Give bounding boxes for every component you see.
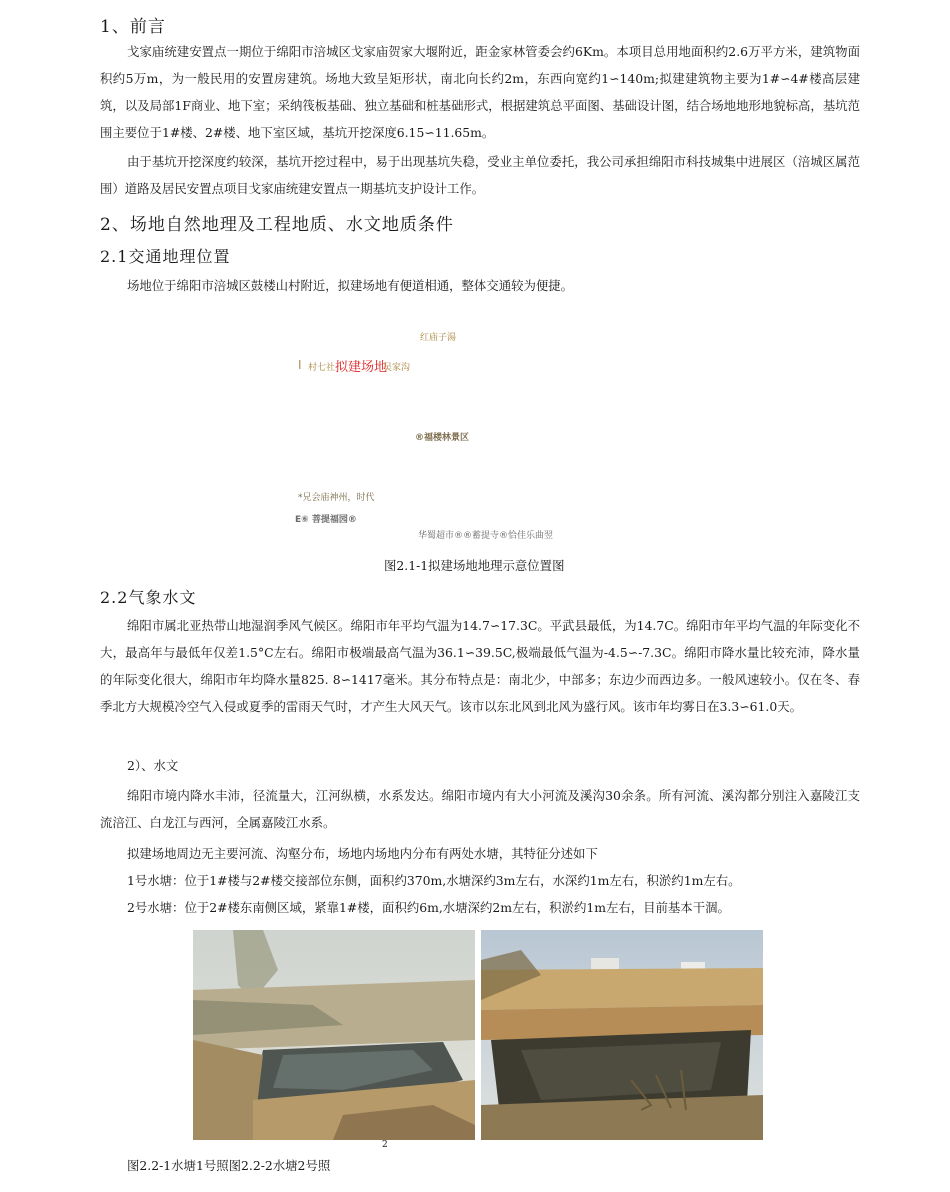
climate-paragraph: 绵阳市属北亚热带山地湿润季风气候区。绵阳市年平均气温为14.7∽17.3C。平武县最低，为14.7C。绵阳市年平均气温的年际变化不大，最高年与最低年仅差1.5°C左右。绵阳市极端最高气温为36.1∽39.5C,极端最低气温为-4.5∽-7.3C。绵阳市降水量比较充沛，降水量的年际变化很大，绵阳市年均降水量825. 8∽1417毫米。其分布特点是：南北少，中部多；东边少而西边多。一般风速较小。仅在冬、春季北方大规模冷空气入侵或夏季的雷雨天气时，才产生大风天气。该市以东北风到北风为盛行风。该市年均雾日在3.3∽61.0天。	[100, 618, 860, 714]
map-label-bottom: 华蜀超市®®蓄提寺®恰佳乐曲翌	[418, 531, 554, 541]
section-2-title: 2、场地自然地理及工程地质、水文地质条件	[100, 215, 454, 235]
map-label-scenic: ®福楼林景区	[415, 433, 470, 443]
map-label-wujiagou: 吴家沟	[383, 363, 411, 373]
map-caption: 图2.1-1拟建场地地理示意位置图	[384, 558, 565, 573]
intro-paragraph-1: 戈家庙统建安置点一期位于绵阳市涪城区戈家庙贺家大堰附近，距金家林管委会约6Km。本项目总用地面积约2.6万平方米，建筑物面积约5万m，为一般民用的安置房建筑。场地大致呈矩形状，南北向长约2m，东西向宽约1∽140m;拟建建筑物主要为1#∽4#楼高层建筑，以及局部1F商业、地下室；采纳筏板基础、独立基础和桩基础形式，根据建筑总平面图、基础设计图，结合场地地形地貌标高，基坑范围主要位于1#楼、2#楼、地下室区域，基坑开挖深度6.15∽11.65m。	[100, 44, 860, 140]
pond-1-photo	[193, 930, 475, 1140]
hydrology-subtitle: 2）、水文	[127, 758, 179, 773]
map-label-hongmiao: 红庙子湯	[420, 333, 457, 343]
map-marker-icon: I	[298, 358, 302, 372]
section-1-title: 1、前言	[100, 17, 166, 37]
map-label-temple: *兄会庙神州，时代	[298, 493, 375, 503]
location-map	[290, 320, 590, 550]
section-2-2-title: 2.2气象水文	[100, 588, 197, 607]
map-label-garden: E⑥ 菩提福园®	[295, 515, 357, 525]
map-label-village: 村七社	[308, 363, 336, 373]
ponds-intro: 拟建场地周边无主要河流、沟壑分布，场地内场地内分布有两处水塘，其特征分述如下	[127, 846, 598, 861]
pond-2-photo	[481, 930, 763, 1140]
hydrology-paragraph: 绵阳市境内降水丰沛，径流量大，江河纵横，水系发达。绵阳市境内有大小河流及溪沟30余条。所有河流、溪沟都分别注入嘉陵江支流涪江、白龙江与西河，全属嘉陵江水系。	[100, 788, 860, 830]
location-paragraph: 场地位于绵阳市涪城区鼓楼山村附近，拟建场地有便道相通，整体交通较为便捷。	[127, 278, 574, 293]
page-number: 2	[382, 1140, 388, 1150]
pond-2-description: 2号水塘：位于2#楼东南侧区域，紧靠1#楼，面积约6m,水塘深约2m左右，积淤约1m左右，目前基本干涸。	[127, 900, 730, 915]
pond-1-description: 1号水塘：位于1#楼与2#楼交接部位东侧，面积约370m,水塘深约3m左右，水深约1m左右，积淤约1m左右。	[127, 873, 741, 888]
section-2-1-title: 2.1交通地理位置	[100, 247, 231, 266]
map-label-site: 拟建场地	[335, 360, 388, 375]
photo-caption: 图2.2-1水塘1号照图2.2-2水塘2号照	[127, 1158, 331, 1173]
intro-paragraph-2: 由于基坑开挖深度约较深，基坑开挖过程中，易于出现基坑失稳，受业主单位委托，我公司承担绵阳市科技城集中进展区（涪城区属范围）道路及居民安置点项目戈家庙统建安置点一期基坑支护设计工作。	[100, 154, 860, 196]
